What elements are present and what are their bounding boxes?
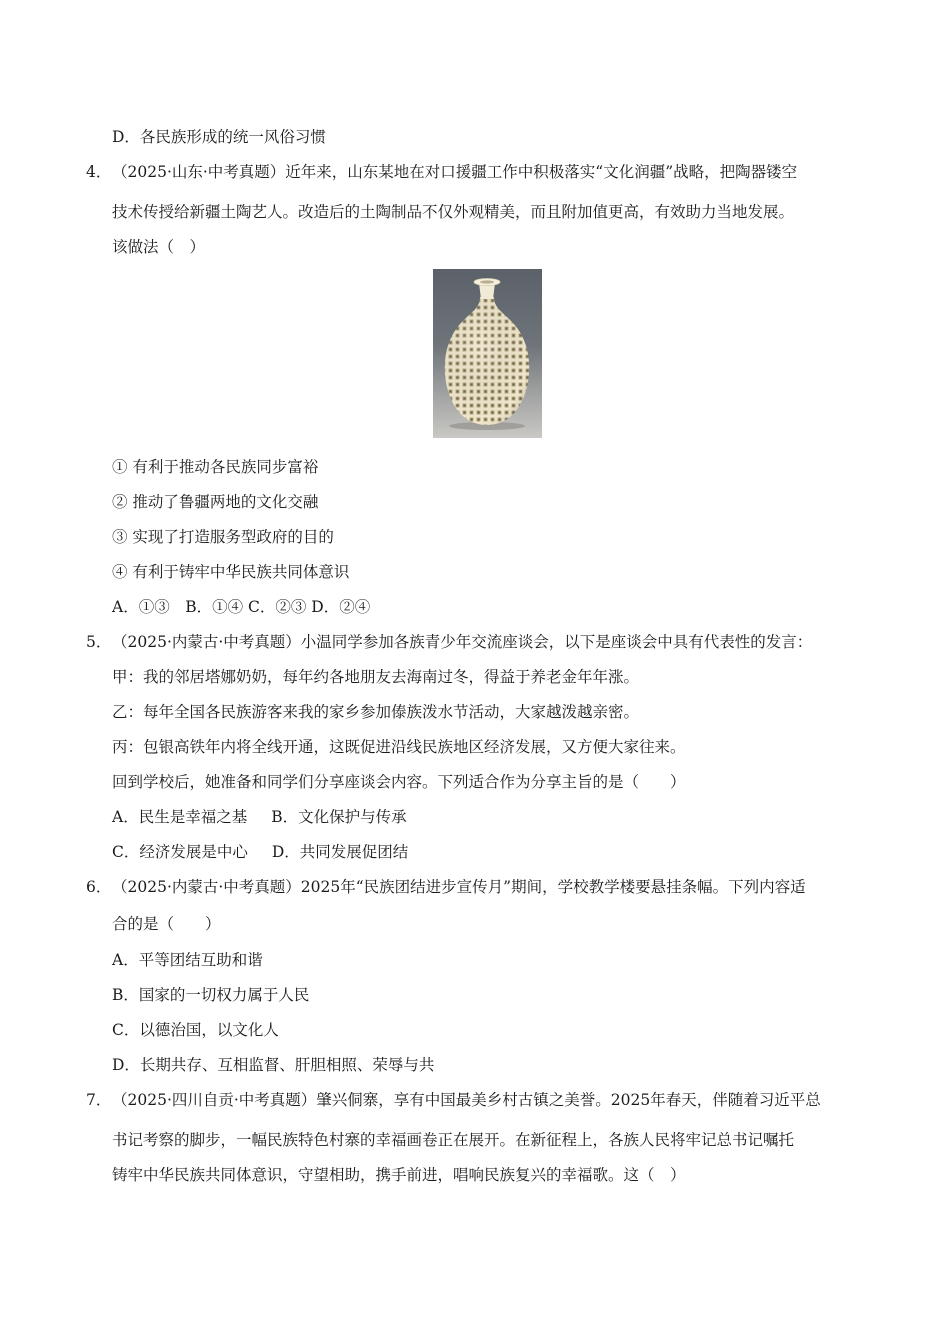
speech-bing: 丙：包银高铁年内将全线开通，这既促进沿线民族地区经济发展，又方便大家往来。	[112, 738, 686, 756]
question-stem: 技术传授给新疆土陶艺人。改造后的土陶制品不仅外观精美，而且附加值更高，有效助力当地发展。	[112, 203, 795, 221]
option-a: A．民生是幸福之基	[112, 808, 248, 826]
question-stem: 合的是（ ）	[112, 915, 221, 933]
options-row-cd	[112, 842, 408, 862]
question-number: 5．	[86, 633, 112, 651]
answer-options: A．①③ B．①④ C．②③ D．②④	[112, 598, 371, 616]
question-stem: （2025·内蒙古·中考真题）小温同学参加各族青少年交流座谈会，以下是座谈会中具有代表性的发言：	[112, 633, 813, 651]
question-number: 4．	[86, 163, 112, 181]
option-a: A．平等团结互助和谐	[112, 951, 263, 969]
option-c: C．经济发展是中心	[112, 843, 248, 861]
options-row-ab	[112, 807, 407, 827]
statement-item: ④ 有利于铸牢中华民族共同体意识	[112, 563, 350, 581]
question-stem: 该做法（ ）	[112, 238, 206, 256]
question-stem: （2025·内蒙古·中考真题）2025年“民族团结进步宣传月”期间，学校教学楼要悬挂条幅。下列内容适	[112, 878, 806, 896]
speech-jia: 甲：我的邻居塔娜奶奶，每年约各地朋友去海南过冬，得益于养老金年年涨。	[112, 668, 640, 686]
statement-item: ① 有利于推动各民族同步富裕	[112, 458, 319, 476]
option-c: C．以德治国，以文化人	[112, 1021, 279, 1039]
option-b: B．文化保护与传承	[271, 808, 407, 826]
option-d: D．共同发展促团结	[271, 843, 409, 861]
question-stem: （2025·四川自贡·中考真题）肇兴侗寨，享有中国最美乡村古镇之美誉。2025年春天，伴随着习近平总	[112, 1091, 821, 1109]
question-stem: 铸牢中华民族共同体意识，守望相助，携手前进，唱响民族复兴的幸福歌。这（ ）	[112, 1166, 686, 1184]
q3-option-d: D．各民族形成的统一风俗习惯	[112, 128, 326, 146]
question-stem: （2025·山东·中考真题）近年来，山东某地在对口援疆工作中积极落实“文化润疆”战略，把陶器镂空	[112, 163, 798, 181]
option-b: B．国家的一切权力属于人民	[112, 986, 310, 1004]
statement-item: ② 推动了鲁疆两地的文化交融	[112, 493, 319, 511]
question-number: 6．	[86, 878, 112, 896]
question-number: 7．	[86, 1091, 112, 1109]
openwork-vase-photo	[433, 269, 542, 438]
question-prompt: 回到学校后，她准备和同学们分享座谈会内容。下列适合作为分享主旨的是（ ）	[112, 773, 686, 791]
question-stem: 书记考察的脚步，一幅民族特色村寨的幸福画卷正在展开。在新征程上，各族人民将牢记总书记嘱托	[112, 1131, 795, 1149]
speech-yi: 乙：每年全国各民族游客来我的家乡参加傣族泼水节活动，大家越泼越亲密。	[112, 703, 640, 721]
option-d: D．长期共存、互相监督、肝胆相照、荣辱与共	[112, 1056, 435, 1074]
statement-item: ③ 实现了打造服务型政府的目的	[112, 528, 334, 546]
